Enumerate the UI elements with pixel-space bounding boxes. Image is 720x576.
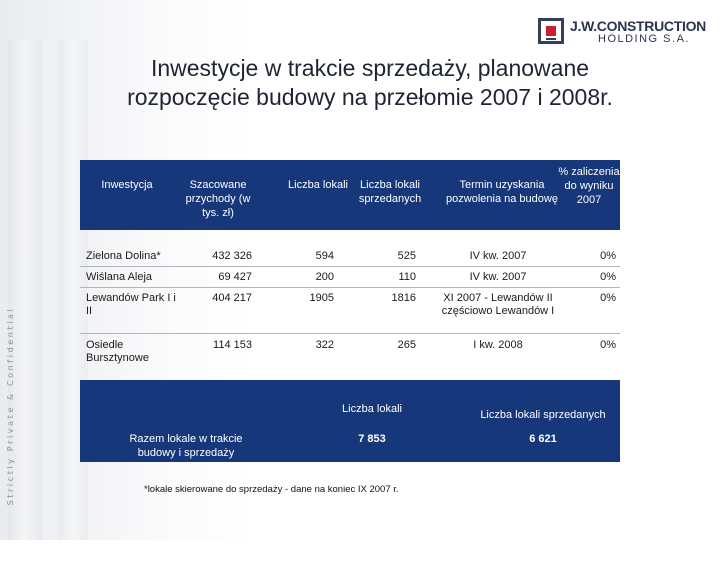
row-2-name: Wiślana Aleja (86, 271, 153, 283)
page-title (70, 54, 670, 112)
title-line-1: Inwestycje w trakcie sprzedaży, planowane (150, 55, 590, 81)
summary-label: Razem lokale w trakcie budowy i sprzedaży (129, 433, 243, 459)
summary-band (80, 380, 620, 462)
row-2-revenue: 69 427 (218, 271, 252, 283)
summary-sold-header: Liczba lokali sprzedanych (480, 409, 606, 421)
row-2-units: 200 (315, 271, 334, 283)
row-divider (80, 287, 620, 288)
title-line-2: rozpoczęcie budowy na przełomie 2007 i 2008r. (127, 84, 613, 110)
row-3-sold: 1816 (391, 292, 416, 304)
header-percent: % zaliczenia do wyniku 2007 (558, 166, 620, 206)
row-2-permit: IV kw. 2007 (469, 271, 527, 283)
table-header (80, 160, 620, 230)
header-investment: Inwestycja (101, 179, 153, 191)
footnote: *lokale skierowane do sprzedaży - dane na koniec IX 2007 r. (144, 484, 399, 495)
row-4-permit: I kw. 2008 (473, 339, 523, 351)
row-divider (80, 266, 620, 267)
logo-name: J.W.CONSTRUCTION (570, 18, 706, 34)
row-3-units: 1905 (309, 292, 334, 304)
row-2-percent: 0% (600, 271, 616, 283)
header-permit: Termin uzyskania pozwolenia na budowę (446, 179, 558, 205)
header-revenue: Szacowane przychody (w tys. zł) (185, 179, 251, 219)
row-2-sold: 110 (398, 271, 416, 283)
header-sold: Liczba lokali sprzedanych (358, 179, 422, 205)
row-4-sold: 265 (397, 339, 416, 351)
logo-mark-icon (538, 18, 564, 44)
column-decoration (58, 40, 88, 540)
row-1-units: 594 (315, 250, 334, 262)
row-4-revenue: 114 153 (213, 339, 252, 351)
row-3-percent: 0% (600, 292, 616, 304)
row-4-name: Osiedle Bursztynowe (86, 339, 149, 364)
row-1-permit: IV kw. 2007 (469, 250, 527, 262)
summary-sold-value: 6 621 (529, 433, 557, 445)
row-1-sold: 525 (397, 250, 416, 262)
row-3-name: Lewandów Park I i II (86, 292, 176, 317)
summary-units-header: Liczba lokali (342, 403, 402, 415)
summary-units-value: 7 853 (358, 433, 386, 445)
logo-subname: HOLDING S.A. (598, 33, 690, 45)
header-units: Liczba lokali (288, 179, 348, 191)
row-3-revenue: 404 217 (212, 292, 252, 304)
row-3-permit: XI 2007 - Lewandów II częściowo Lewandów I (441, 292, 555, 317)
row-divider (80, 333, 620, 334)
row-4-units: 322 (315, 339, 334, 351)
row-4-percent: 0% (600, 339, 616, 351)
row-1-name: Zielona Dolina* (86, 250, 161, 262)
confidential-vertical-text: Strictly Private & Confidential (6, 306, 15, 506)
row-1-percent: 0% (600, 250, 616, 262)
row-1-revenue: 432 326 (212, 250, 252, 262)
